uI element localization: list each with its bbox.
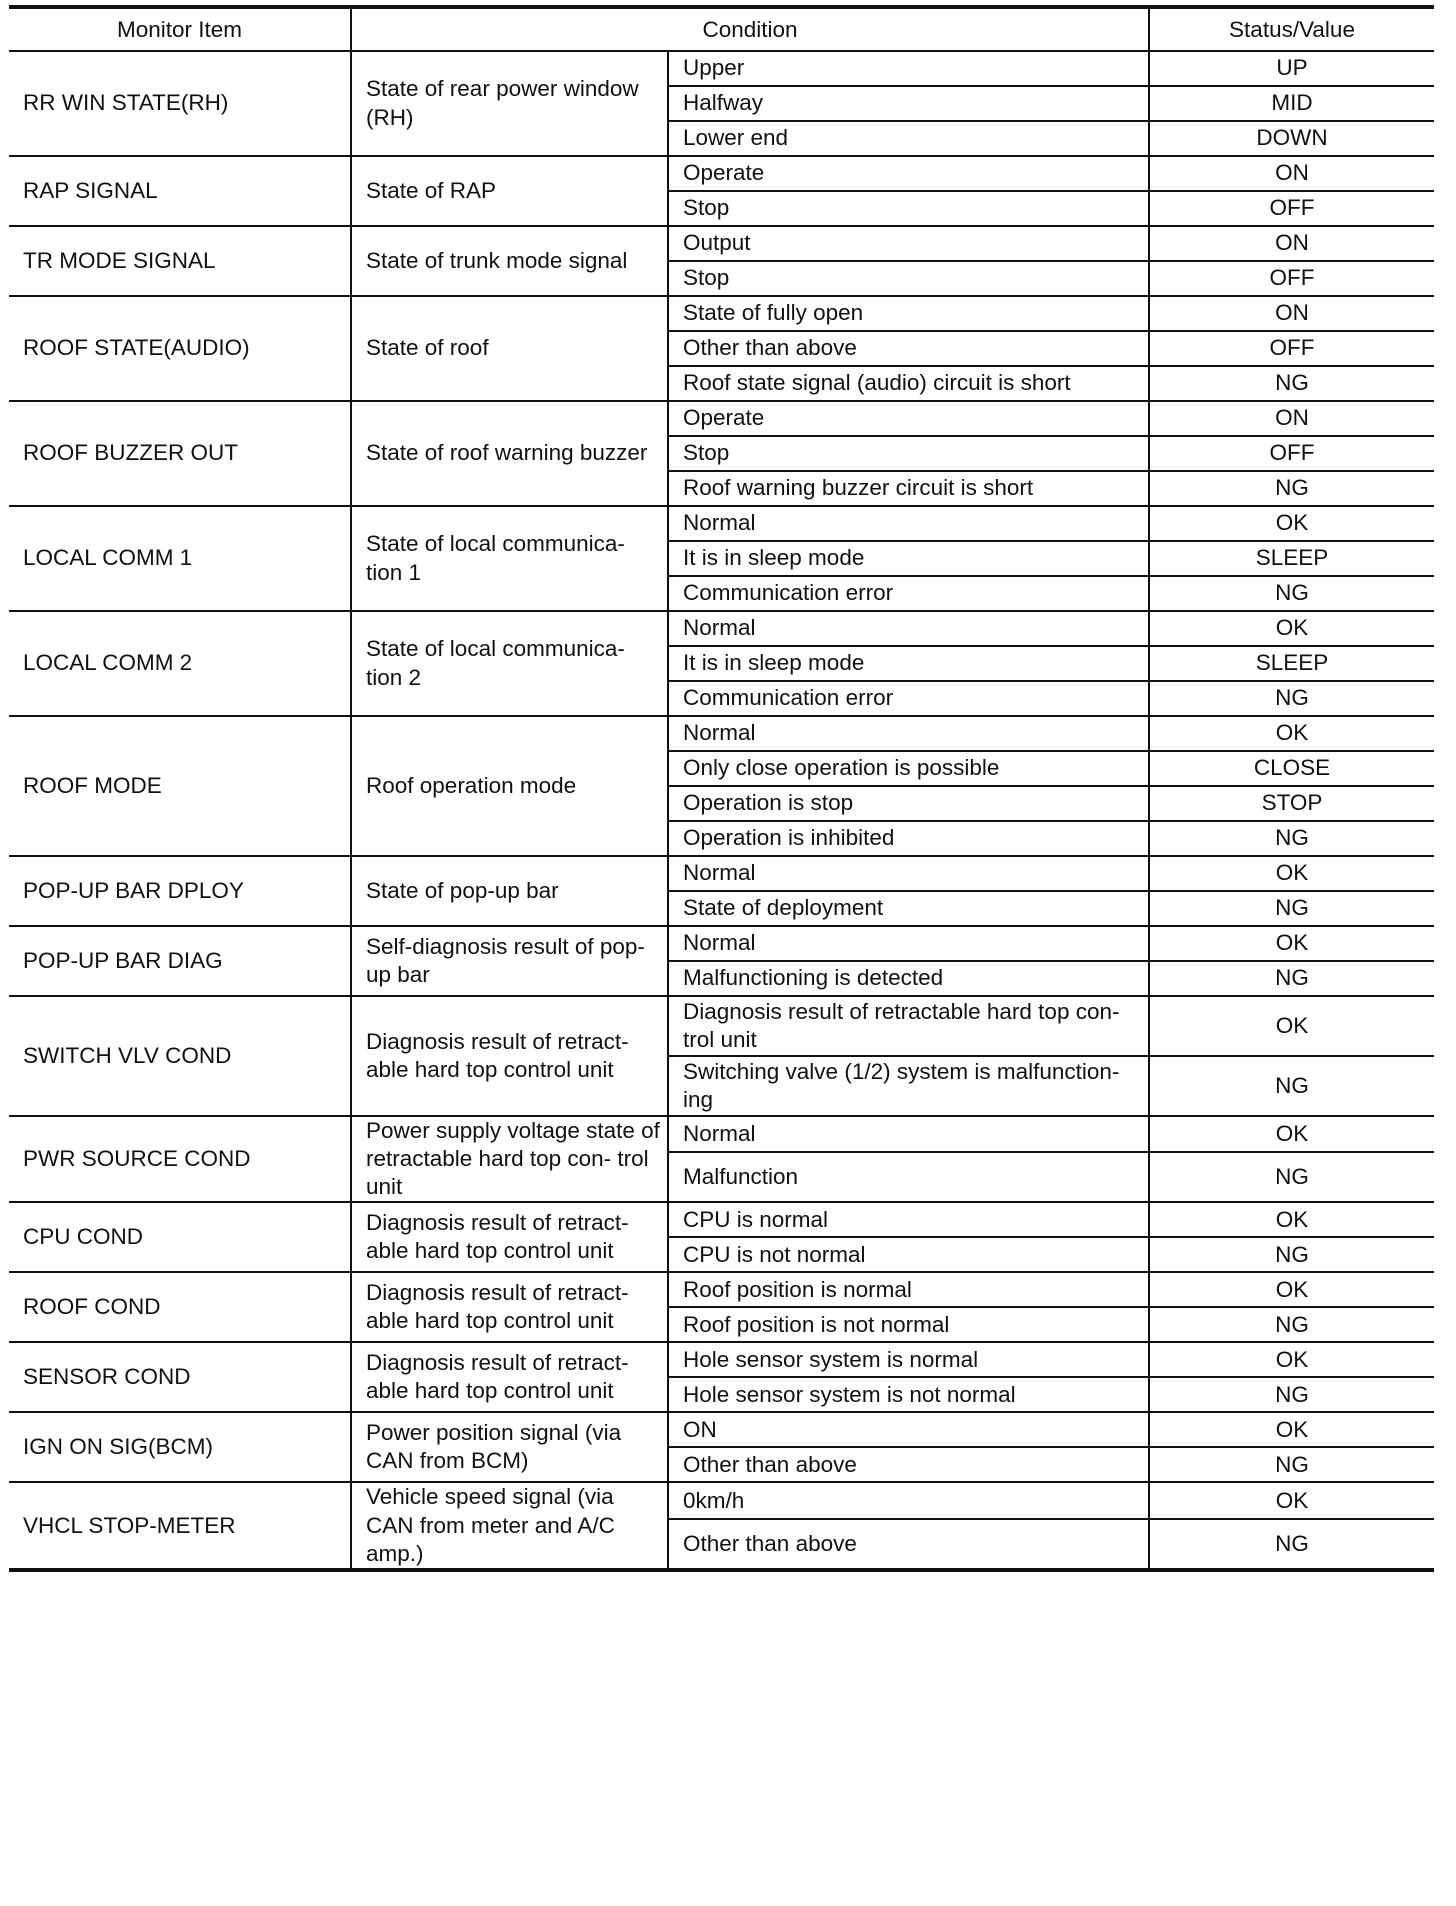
- status-value-cell: OK: [1149, 611, 1434, 646]
- sub-condition-cell: Roof warning buzzer circuit is short: [668, 471, 1149, 506]
- monitor-item-cell: SENSOR COND: [9, 1342, 351, 1412]
- status-value-cell: NG: [1149, 1056, 1434, 1116]
- table-row: [9, 1342, 1434, 1377]
- monitor-item-table: [9, 5, 1434, 1572]
- table-row: [9, 226, 1434, 261]
- status-value-cell: OK: [1149, 856, 1434, 891]
- status-value-cell: OFF: [1149, 331, 1434, 366]
- table-row: [9, 1412, 1434, 1447]
- monitor-table-container: [9, 5, 1434, 1572]
- condition-cell: State of local communica- tion 2: [351, 611, 668, 716]
- status-value-cell: ON: [1149, 156, 1434, 191]
- sub-condition-cell: Roof position is not normal: [668, 1307, 1149, 1342]
- status-value-cell: NG: [1149, 1307, 1434, 1342]
- condition-cell: Power supply voltage state of retractable hard top con- trol unit: [351, 1116, 668, 1202]
- sub-condition-cell: ON: [668, 1412, 1149, 1447]
- status-value-cell: MID: [1149, 86, 1434, 121]
- status-value-cell: NG: [1149, 961, 1434, 996]
- status-value-cell: OFF: [1149, 261, 1434, 296]
- condition-cell: Power position signal (via CAN from BCM): [351, 1412, 668, 1482]
- sub-condition-cell: Output: [668, 226, 1149, 261]
- status-value-cell: SLEEP: [1149, 646, 1434, 681]
- status-value-cell: OK: [1149, 1342, 1434, 1377]
- status-value-cell: NG: [1149, 1152, 1434, 1202]
- sub-condition-cell: Hole sensor system is normal: [668, 1342, 1149, 1377]
- monitor-item-cell: CPU COND: [9, 1202, 351, 1272]
- table-header-row: [9, 7, 1434, 51]
- status-value-cell: OK: [1149, 716, 1434, 751]
- sub-condition-cell: Other than above: [668, 1447, 1149, 1482]
- table-row: [9, 1116, 1434, 1152]
- table-row: [9, 611, 1434, 646]
- sub-condition-cell: It is in sleep mode: [668, 646, 1149, 681]
- table-row: [9, 926, 1434, 961]
- status-value-cell: ON: [1149, 401, 1434, 436]
- status-value-cell: OK: [1149, 1272, 1434, 1307]
- table-row: [9, 401, 1434, 436]
- table-row: [9, 996, 1434, 1056]
- condition-cell: Roof operation mode: [351, 716, 668, 856]
- monitor-item-cell: RR WIN STATE(RH): [9, 51, 351, 156]
- status-value-cell: NG: [1149, 471, 1434, 506]
- status-value-cell: OK: [1149, 506, 1434, 541]
- status-value-cell: OK: [1149, 1482, 1434, 1518]
- monitor-item-cell: PWR SOURCE COND: [9, 1116, 351, 1202]
- status-value-cell: CLOSE: [1149, 751, 1434, 786]
- sub-condition-cell: Other than above: [668, 331, 1149, 366]
- sub-condition-cell: Lower end: [668, 121, 1149, 156]
- monitor-item-cell: ROOF COND: [9, 1272, 351, 1342]
- status-value-cell: ON: [1149, 226, 1434, 261]
- status-value-cell: OK: [1149, 996, 1434, 1056]
- status-value-cell: NG: [1149, 1447, 1434, 1482]
- monitor-item-cell: POP-UP BAR DIAG: [9, 926, 351, 996]
- sub-condition-cell: Stop: [668, 436, 1149, 471]
- condition-cell: State of local communica- tion 1: [351, 506, 668, 611]
- condition-cell: State of rear power window (RH): [351, 51, 668, 156]
- table-row: [9, 716, 1434, 751]
- status-value-cell: NG: [1149, 1377, 1434, 1412]
- sub-condition-cell: Stop: [668, 191, 1149, 226]
- monitor-item-cell: SWITCH VLV COND: [9, 996, 351, 1116]
- sub-condition-cell: Diagnosis result of retractable hard top con- trol unit: [668, 996, 1149, 1056]
- condition-cell: Vehicle speed signal (via CAN from meter and A/C amp.): [351, 1482, 668, 1569]
- status-value-cell: NG: [1149, 576, 1434, 611]
- sub-condition-cell: Normal: [668, 1116, 1149, 1152]
- condition-cell: State of roof warning buzzer: [351, 401, 668, 506]
- table-row: [9, 1482, 1434, 1518]
- sub-condition-cell: CPU is normal: [668, 1202, 1149, 1237]
- condition-cell: State of pop-up bar: [351, 856, 668, 926]
- status-value-cell: NG: [1149, 1519, 1434, 1570]
- sub-condition-cell: Normal: [668, 856, 1149, 891]
- sub-condition-cell: Malfunctioning is detected: [668, 961, 1149, 996]
- condition-cell: Diagnosis result of retract- able hard top control unit: [351, 1342, 668, 1412]
- table-row: [9, 856, 1434, 891]
- sub-condition-cell: Operation is stop: [668, 786, 1149, 821]
- monitor-item-cell: RAP SIGNAL: [9, 156, 351, 226]
- monitor-item-cell: ROOF BUZZER OUT: [9, 401, 351, 506]
- monitor-item-cell: LOCAL COMM 1: [9, 506, 351, 611]
- sub-condition-cell: State of deployment: [668, 891, 1149, 926]
- status-value-cell: OK: [1149, 926, 1434, 961]
- condition-cell: Diagnosis result of retract- able hard top control unit: [351, 1272, 668, 1342]
- status-value-cell: OFF: [1149, 436, 1434, 471]
- table-body: [9, 51, 1434, 1570]
- sub-condition-cell: Operate: [668, 156, 1149, 191]
- sub-condition-cell: Operate: [668, 401, 1149, 436]
- condition-cell: State of roof: [351, 296, 668, 401]
- status-value-cell: DOWN: [1149, 121, 1434, 156]
- monitor-item-cell: POP-UP BAR DPLOY: [9, 856, 351, 926]
- sub-condition-cell: State of fully open: [668, 296, 1149, 331]
- condition-cell: Self-diagnosis result of pop- up bar: [351, 926, 668, 996]
- header-monitor-item: Monitor Item: [9, 7, 351, 51]
- monitor-item-cell: TR MODE SIGNAL: [9, 226, 351, 296]
- sub-condition-cell: It is in sleep mode: [668, 541, 1149, 576]
- sub-condition-cell: Operation is inhibited: [668, 821, 1149, 856]
- status-value-cell: NG: [1149, 891, 1434, 926]
- sub-condition-cell: Normal: [668, 506, 1149, 541]
- monitor-item-cell: IGN ON SIG(BCM): [9, 1412, 351, 1482]
- monitor-item-cell: ROOF MODE: [9, 716, 351, 856]
- status-value-cell: SLEEP: [1149, 541, 1434, 576]
- sub-condition-cell: Switching valve (1/2) system is malfunction- ing: [668, 1056, 1149, 1116]
- sub-condition-cell: Normal: [668, 716, 1149, 751]
- sub-condition-cell: Other than above: [668, 1519, 1149, 1570]
- table-row: [9, 1272, 1434, 1307]
- sub-condition-cell: Hole sensor system is not normal: [668, 1377, 1149, 1412]
- sub-condition-cell: 0km/h: [668, 1482, 1149, 1518]
- sub-condition-cell: Roof state signal (audio) circuit is short: [668, 366, 1149, 401]
- sub-condition-cell: Communication error: [668, 681, 1149, 716]
- status-value-cell: NG: [1149, 681, 1434, 716]
- sub-condition-cell: Roof position is normal: [668, 1272, 1149, 1307]
- sub-condition-cell: Normal: [668, 611, 1149, 646]
- sub-condition-cell: Normal: [668, 926, 1149, 961]
- status-value-cell: STOP: [1149, 786, 1434, 821]
- condition-cell: Diagnosis result of retract- able hard top control unit: [351, 996, 668, 1116]
- table-row: [9, 1202, 1434, 1237]
- sub-condition-cell: Upper: [668, 51, 1149, 86]
- status-value-cell: NG: [1149, 366, 1434, 401]
- header-status-value: Status/Value: [1149, 7, 1434, 51]
- condition-cell: Diagnosis result of retract- able hard top control unit: [351, 1202, 668, 1272]
- status-value-cell: NG: [1149, 821, 1434, 856]
- status-value-cell: ON: [1149, 296, 1434, 331]
- monitor-item-cell: LOCAL COMM 2: [9, 611, 351, 716]
- sub-condition-cell: Communication error: [668, 576, 1149, 611]
- sub-condition-cell: Stop: [668, 261, 1149, 296]
- status-value-cell: OK: [1149, 1202, 1434, 1237]
- sub-condition-cell: Malfunction: [668, 1152, 1149, 1202]
- status-value-cell: UP: [1149, 51, 1434, 86]
- table-row: [9, 156, 1434, 191]
- status-value-cell: OK: [1149, 1116, 1434, 1152]
- condition-cell: State of RAP: [351, 156, 668, 226]
- status-value-cell: NG: [1149, 1237, 1434, 1272]
- sub-condition-cell: CPU is not normal: [668, 1237, 1149, 1272]
- condition-cell: State of trunk mode signal: [351, 226, 668, 296]
- status-value-cell: OFF: [1149, 191, 1434, 226]
- header-condition: Condition: [351, 7, 1149, 51]
- table-row: [9, 51, 1434, 86]
- monitor-item-cell: ROOF STATE(AUDIO): [9, 296, 351, 401]
- status-value-cell: OK: [1149, 1412, 1434, 1447]
- sub-condition-cell: Halfway: [668, 86, 1149, 121]
- table-row: [9, 296, 1434, 331]
- monitor-item-cell: VHCL STOP-METER: [9, 1482, 351, 1569]
- sub-condition-cell: Only close operation is possible: [668, 751, 1149, 786]
- table-row: [9, 506, 1434, 541]
